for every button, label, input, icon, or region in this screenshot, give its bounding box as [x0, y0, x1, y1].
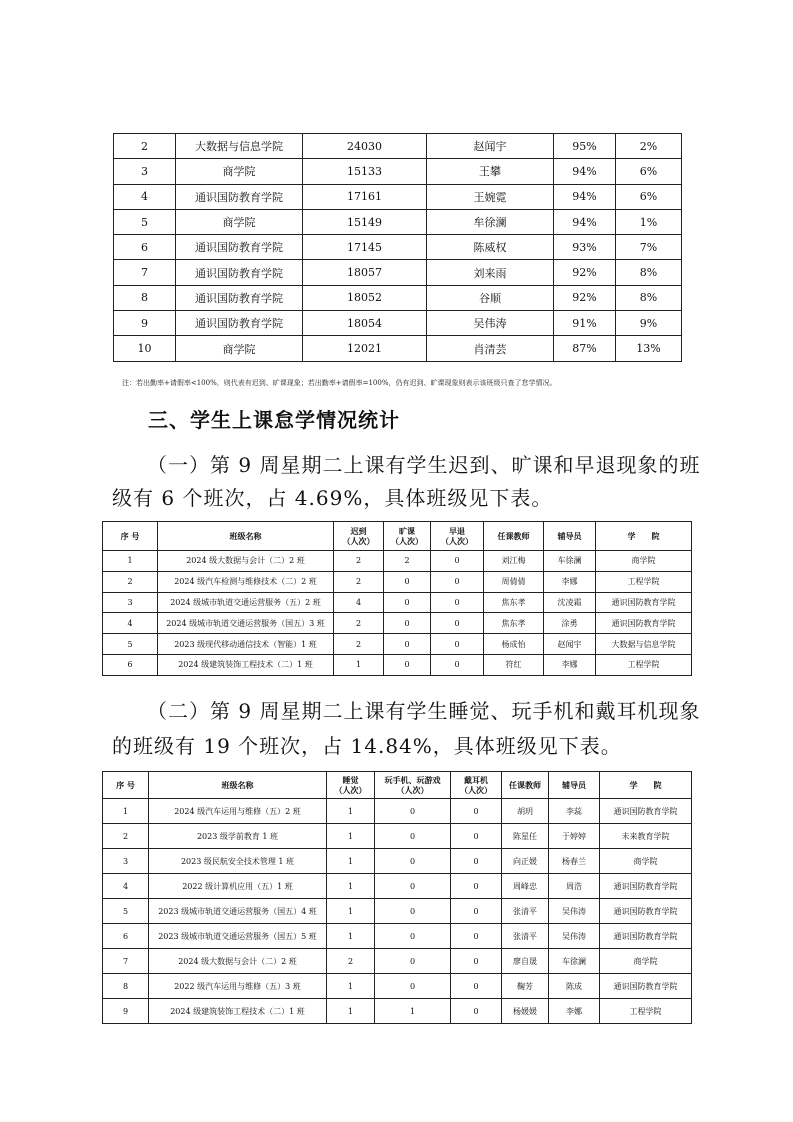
- table-cell: 未来教育学院: [600, 824, 692, 849]
- table-cell: 1: [327, 874, 375, 899]
- table-cell: 6%: [616, 159, 682, 184]
- table-row: [103, 654, 692, 675]
- table-cell: 通识国防教育学院: [176, 260, 303, 285]
- section-heading: 三、学生上课怠学情况统计: [148, 408, 400, 432]
- table-cell: 2023 级城市轨道交通运营服务（国五）4 班: [149, 899, 327, 924]
- table-cell: 2: [114, 134, 176, 159]
- table-cell: 7%: [616, 235, 682, 260]
- header-absent-unit: （人次）: [391, 536, 423, 546]
- header-earphone-unit: （人次）: [460, 785, 492, 795]
- table-cell: 1: [334, 654, 384, 675]
- table-cell: 2024 级大数据与会计（二）2 班: [149, 949, 327, 974]
- table-cell: 通识国防教育学院: [176, 235, 303, 260]
- table-cell: 4: [334, 592, 384, 613]
- table-cell: 18052: [303, 285, 427, 310]
- table-cell: 0: [375, 849, 451, 874]
- table-cell: 0: [375, 799, 451, 824]
- table-cell: 18054: [303, 311, 427, 336]
- header-seq: 序 号: [103, 772, 149, 799]
- table-cell: 谷顺: [427, 285, 554, 310]
- header-earphone: [451, 772, 502, 799]
- table-cell: 通识国防教育学院: [600, 799, 692, 824]
- table-cell: 焦东孝: [484, 592, 544, 613]
- table-cell: 1%: [616, 209, 682, 234]
- table-cell: 91%: [554, 311, 616, 336]
- table-cell: 17161: [303, 184, 427, 209]
- table-cell: 92%: [554, 260, 616, 285]
- table-cell: 0: [384, 613, 431, 634]
- header-college: 学 院: [600, 772, 692, 799]
- table-cell: 0: [384, 654, 431, 675]
- table-row: [103, 999, 692, 1024]
- table-cell: 93%: [554, 235, 616, 260]
- header-counselor: 辅导员: [549, 772, 600, 799]
- table-cell: 向正媛: [502, 849, 549, 874]
- table-cell: 1: [327, 974, 375, 999]
- table-row: [103, 571, 692, 592]
- table-cell: 吴伟涛: [549, 899, 600, 924]
- header-sleep: [327, 772, 375, 799]
- table-row: [103, 592, 692, 613]
- late-table-body: [103, 551, 692, 676]
- table-cell: 6: [114, 235, 176, 260]
- header-phone-label: 玩手机、玩游戏: [384, 775, 441, 785]
- table-row: [114, 311, 682, 336]
- table-cell: 李娜: [544, 654, 596, 675]
- table-cell: 6%: [616, 184, 682, 209]
- attendance-rank-body: [114, 134, 682, 362]
- table-cell: 2: [334, 571, 384, 592]
- table-cell: 87%: [554, 336, 616, 361]
- table-cell: 吴伟涛: [549, 924, 600, 949]
- table-cell: 商学院: [176, 336, 303, 361]
- table-cell: 胡玥: [502, 799, 549, 824]
- table-cell: 通识国防教育学院: [600, 899, 692, 924]
- late-absent-table: [102, 521, 692, 676]
- table-cell: 24030: [303, 134, 427, 159]
- table-cell: 车徐澜: [544, 551, 596, 572]
- table-cell: 周倩倩: [484, 571, 544, 592]
- table-cell: 沈凌霜: [544, 592, 596, 613]
- header-late-label: 迟到: [350, 526, 367, 536]
- table-cell: 通识国防教育学院: [176, 184, 303, 209]
- sleep-phone-table: [102, 771, 692, 1024]
- table-cell: 牟徐澜: [427, 209, 554, 234]
- table-cell: 赵闻宇: [427, 134, 554, 159]
- late-table-header-row: [103, 522, 692, 551]
- table-cell: 大数据与信息学院: [176, 134, 303, 159]
- table-cell: 赵闻宇: [544, 634, 596, 655]
- table-cell: 焦东孝: [484, 613, 544, 634]
- attendance-rank-table: [113, 133, 682, 362]
- table-cell: 大数据与信息学院: [596, 634, 692, 655]
- table-row: [114, 285, 682, 310]
- table-cell: 商学院: [600, 949, 692, 974]
- table-cell: 2024 级城市轨道交通运营服务（国五）3 班: [158, 613, 334, 634]
- table-cell: 0: [451, 799, 502, 824]
- table-row: [114, 235, 682, 260]
- table-row: [114, 159, 682, 184]
- table-cell: 3: [103, 592, 158, 613]
- table-cell: 8: [103, 974, 149, 999]
- table-cell: 0: [451, 899, 502, 924]
- table-cell: 王婉霓: [427, 184, 554, 209]
- table-cell: 18057: [303, 260, 427, 285]
- table-row: [103, 849, 692, 874]
- table-cell: 2024 级汽车检测与维修技术（二）2 班: [158, 571, 334, 592]
- table-cell: 通识国防教育学院: [600, 974, 692, 999]
- table-cell: 0: [451, 849, 502, 874]
- table-cell: 0: [431, 551, 484, 572]
- table-cell: 陈成: [549, 974, 600, 999]
- table-cell: 1: [327, 924, 375, 949]
- table-row: [103, 634, 692, 655]
- table-cell: 2%: [616, 134, 682, 159]
- table-cell: 1: [375, 999, 451, 1024]
- table-cell: 2024 级汽车运用与维修（五）2 班: [149, 799, 327, 824]
- table-cell: 肖清芸: [427, 336, 554, 361]
- header-early-label: 早退: [449, 526, 465, 536]
- header-counselor: 辅导员: [544, 522, 596, 551]
- table-cell: 李娜: [544, 571, 596, 592]
- table-cell: 2024 级建筑装饰工程技术（二）1 班: [158, 654, 334, 675]
- table-cell: 4: [103, 874, 149, 899]
- table-cell: 符红: [484, 654, 544, 675]
- table-note: 注：若出勤率+请假率<100%，则代表有迟到、旷课现象；若出勤率+请假率=100%，仍有迟到、旷课现象则表示该班级只查了怠学情况。: [122, 379, 557, 387]
- table-cell: 通识国防教育学院: [176, 285, 303, 310]
- table-cell: 2023 级学前教育 1 班: [149, 824, 327, 849]
- table-cell: 8: [114, 285, 176, 310]
- table-cell: 0: [431, 613, 484, 634]
- table-cell: 1: [327, 999, 375, 1024]
- table-cell: 92%: [554, 285, 616, 310]
- table-cell: 1: [327, 824, 375, 849]
- table-cell: 王攀: [427, 159, 554, 184]
- table-cell: 0: [375, 949, 451, 974]
- table-cell: 7: [103, 949, 149, 974]
- header-sleep-label: 睡觉: [342, 775, 359, 785]
- table-cell: 0: [375, 899, 451, 924]
- table-cell: 2: [327, 949, 375, 974]
- table-row: [114, 336, 682, 361]
- table-cell: 工程学院: [600, 999, 692, 1024]
- table-cell: 陈星任: [502, 824, 549, 849]
- table-row: [114, 184, 682, 209]
- table-cell: 通识国防教育学院: [596, 592, 692, 613]
- table-cell: 9%: [616, 311, 682, 336]
- table-row: [103, 613, 692, 634]
- table-cell: 0: [431, 634, 484, 655]
- table-cell: 15133: [303, 159, 427, 184]
- header-phone-unit: （人次）: [396, 785, 429, 795]
- table-cell: 6: [103, 654, 158, 675]
- table-cell: 杨成怡: [484, 634, 544, 655]
- table-cell: 2022 级汽车运用与维修（五）3 班: [149, 974, 327, 999]
- table-cell: 94%: [554, 184, 616, 209]
- table-cell: 5: [103, 634, 158, 655]
- table-cell: 2024 级城市轨道交通运营服务（五）2 班: [158, 592, 334, 613]
- table-cell: 2022 级计算机应用（五）1 班: [149, 874, 327, 899]
- table-cell: 工程学院: [596, 571, 692, 592]
- table-cell: 9: [114, 311, 176, 336]
- table-cell: 9: [103, 999, 149, 1024]
- header-college: 学 院: [596, 522, 692, 551]
- table-cell: 周峰忠: [502, 874, 549, 899]
- header-absent-label: 旷课: [399, 526, 415, 536]
- table-cell: 涂勇: [544, 613, 596, 634]
- table-cell: 10: [114, 336, 176, 361]
- table-cell: 3: [114, 159, 176, 184]
- table-row: [103, 799, 692, 824]
- table-cell: 6: [103, 924, 149, 949]
- table-cell: 2: [384, 551, 431, 572]
- table-cell: 商学院: [596, 551, 692, 572]
- header-absent: [384, 522, 431, 551]
- table-cell: 2023 级现代移动通信技术（智能）1 班: [158, 634, 334, 655]
- table-cell: 8%: [616, 285, 682, 310]
- table-cell: 车徐澜: [549, 949, 600, 974]
- sleep-table-header-row: [103, 772, 692, 799]
- table-cell: 2024 级建筑装饰工程技术（二）1 班: [149, 999, 327, 1024]
- table-cell: 于婷婷: [549, 824, 600, 849]
- table-cell: 95%: [554, 134, 616, 159]
- table-cell: 0: [375, 974, 451, 999]
- table-cell: 刘江梅: [484, 551, 544, 572]
- table-cell: 2: [334, 634, 384, 655]
- header-earphone-label: 戴耳机: [464, 775, 488, 785]
- header-seq: 序 号: [103, 522, 158, 551]
- table-cell: 李蕊: [549, 799, 600, 824]
- header-teacher: 任课教师: [502, 772, 549, 799]
- header-sleep-unit: （人次）: [334, 785, 367, 795]
- table-cell: 商学院: [176, 209, 303, 234]
- table-cell: 5: [114, 209, 176, 234]
- table-cell: 17145: [303, 235, 427, 260]
- table-cell: 陈威权: [427, 235, 554, 260]
- header-phone: [375, 772, 451, 799]
- table-cell: 1: [103, 551, 158, 572]
- paragraph-late-line1: （一）第 9 周星期二上课有学生迟到、旷课和早退现象的班: [147, 453, 701, 477]
- table-row: [103, 949, 692, 974]
- table-cell: 杨春兰: [549, 849, 600, 874]
- table-row: [103, 924, 692, 949]
- table-cell: 3: [103, 849, 149, 874]
- table-cell: 2: [334, 613, 384, 634]
- table-cell: 12021: [303, 336, 427, 361]
- table-cell: 8%: [616, 260, 682, 285]
- table-cell: 94%: [554, 159, 616, 184]
- table-cell: 0: [451, 949, 502, 974]
- table-row: [103, 874, 692, 899]
- table-cell: 0: [451, 824, 502, 849]
- table-cell: 张清平: [502, 924, 549, 949]
- header-early: [431, 522, 484, 551]
- table-cell: 0: [431, 592, 484, 613]
- table-cell: 0: [384, 634, 431, 655]
- table-cell: 廖自晟: [502, 949, 549, 974]
- table-cell: 2023 级城市轨道交通运营服务（国五）5 班: [149, 924, 327, 949]
- table-cell: 2023 级民航安全技术管理 1 班: [149, 849, 327, 874]
- table-row: [114, 209, 682, 234]
- table-cell: 0: [451, 874, 502, 899]
- table-cell: 鞠芳: [502, 974, 549, 999]
- table-cell: 13%: [616, 336, 682, 361]
- table-row: [114, 134, 682, 159]
- table-cell: 2024 级大数据与会计（二）2 班: [158, 551, 334, 572]
- table-cell: 吴伟涛: [427, 311, 554, 336]
- table-cell: 0: [384, 592, 431, 613]
- header-class-name: 班级名称: [158, 522, 334, 551]
- table-cell: 2: [103, 824, 149, 849]
- header-late: [334, 522, 384, 551]
- header-teacher: 任课教师: [484, 522, 544, 551]
- table-cell: 1: [327, 849, 375, 874]
- paragraph-sleep-line1: （二）第 9 周星期二上课有学生睡觉、玩手机和戴耳机现象: [147, 699, 701, 723]
- table-cell: 0: [451, 974, 502, 999]
- table-cell: 0: [375, 824, 451, 849]
- table-row: [103, 551, 692, 572]
- table-cell: 15149: [303, 209, 427, 234]
- table-cell: 2: [103, 571, 158, 592]
- table-row: [103, 824, 692, 849]
- table-cell: 杨媛媛: [502, 999, 549, 1024]
- table-cell: 通识国防教育学院: [176, 311, 303, 336]
- table-cell: 0: [451, 924, 502, 949]
- table-cell: 张清平: [502, 899, 549, 924]
- table-cell: 通识国防教育学院: [600, 874, 692, 899]
- header-early-unit: （人次）: [441, 536, 473, 546]
- sleep-table-body: [103, 799, 692, 1024]
- table-cell: 4: [103, 613, 158, 634]
- table-cell: 0: [451, 999, 502, 1024]
- header-late-unit: （人次）: [342, 536, 375, 546]
- table-cell: 周浩: [549, 874, 600, 899]
- table-cell: 商学院: [600, 849, 692, 874]
- paragraph-late-line2: 级有 6 个班次，占 4.69%，具体班级见下表。: [112, 486, 553, 510]
- header-class-name: 班级名称: [149, 772, 327, 799]
- paragraph-sleep-line2: 的班级有 19 个班次，占 14.84%，具体班级见下表。: [112, 734, 622, 758]
- table-cell: 通识国防教育学院: [600, 924, 692, 949]
- table-cell: 工程学院: [596, 654, 692, 675]
- table-cell: 1: [103, 799, 149, 824]
- table-cell: 4: [114, 184, 176, 209]
- table-row: [103, 974, 692, 999]
- table-cell: 0: [431, 571, 484, 592]
- table-cell: 5: [103, 899, 149, 924]
- table-cell: 刘来雨: [427, 260, 554, 285]
- table-cell: 通识国防教育学院: [596, 613, 692, 634]
- table-cell: 2: [334, 551, 384, 572]
- table-row: [103, 899, 692, 924]
- table-cell: 0: [431, 654, 484, 675]
- table-cell: 94%: [554, 209, 616, 234]
- table-cell: 李娜: [549, 999, 600, 1024]
- table-cell: 商学院: [176, 159, 303, 184]
- table-cell: 0: [375, 874, 451, 899]
- table-cell: 0: [375, 924, 451, 949]
- table-cell: 0: [384, 571, 431, 592]
- table-cell: 1: [327, 799, 375, 824]
- table-cell: 7: [114, 260, 176, 285]
- table-row: [114, 260, 682, 285]
- table-cell: 1: [327, 899, 375, 924]
